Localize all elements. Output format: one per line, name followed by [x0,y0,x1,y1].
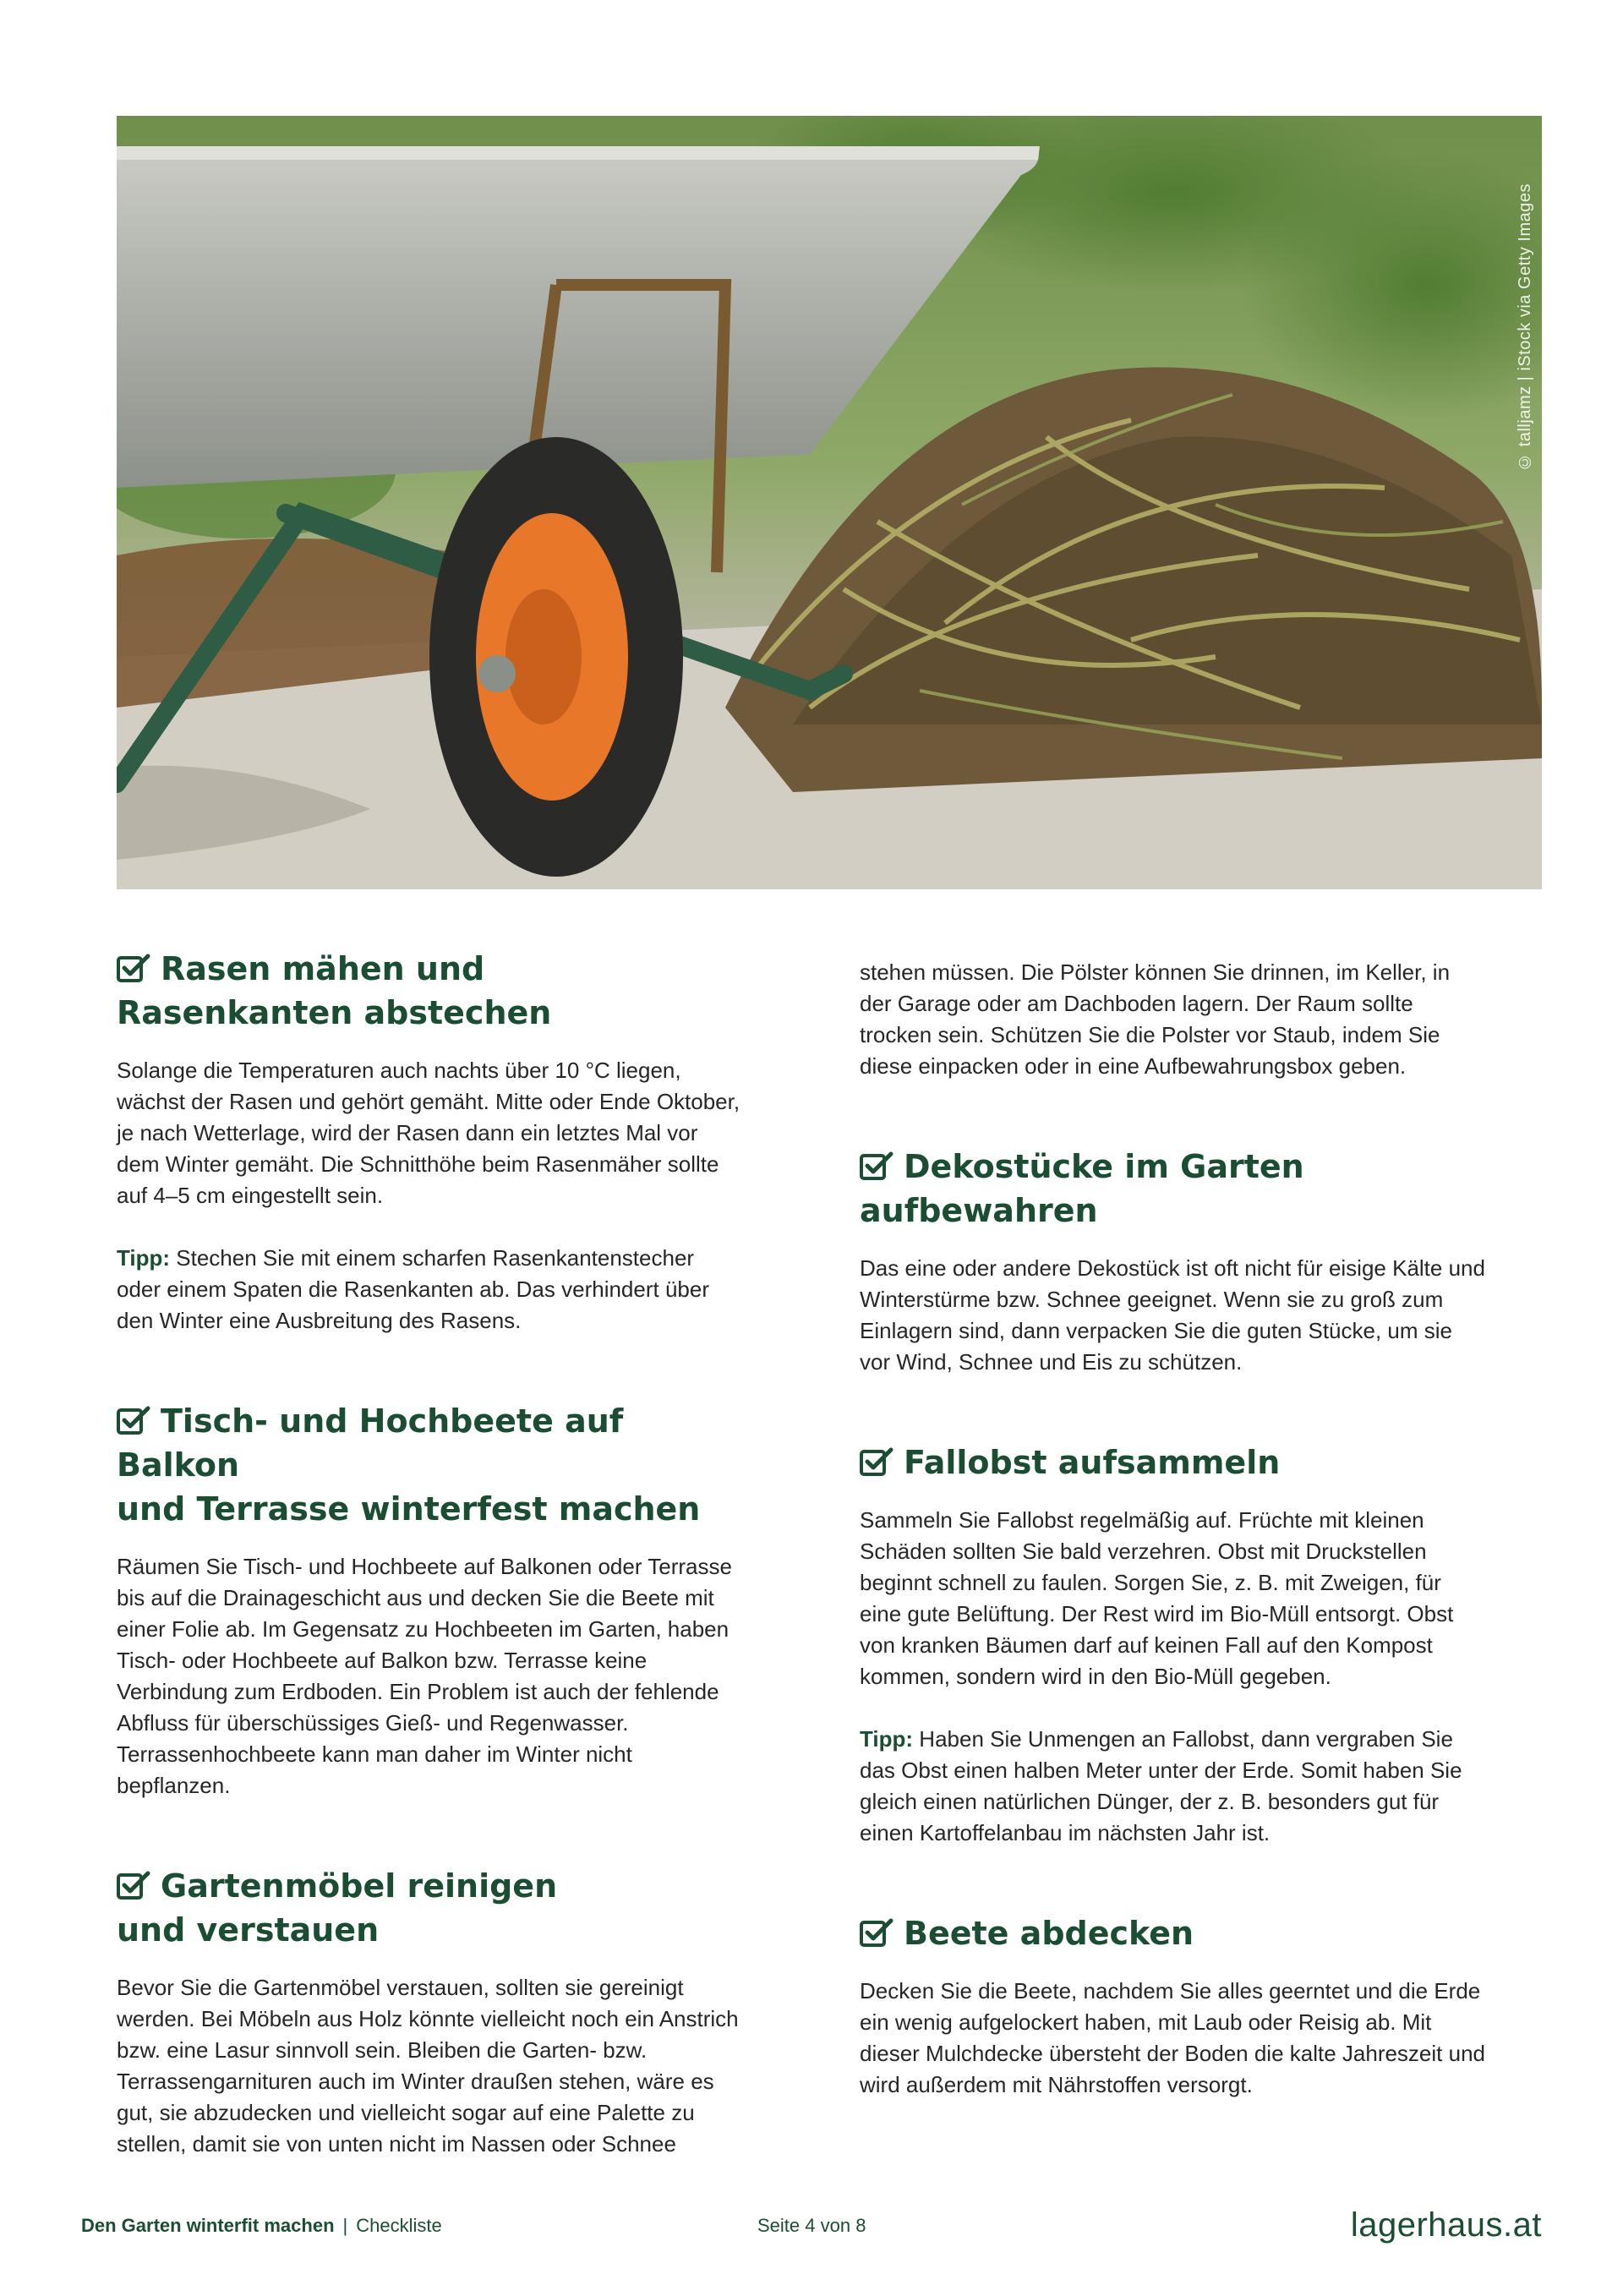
section-title-line2: Rasenkanten abstechen [117,994,552,1031]
continuation-text: stehen müssen. Die Pölster können Sie drinnen, im Keller, in der Garage oder am Dachboden lagern. Der Raum sollte trocken sein. Schützen Sie die Polster vor Staub, indem Sie diese einpacken oder in eine Aufbewahrungsbox geben. [860,959,1451,1079]
section-title [860,1145,1485,1233]
section-title [117,1399,742,1531]
checkbox-check-icon [117,954,150,982]
section-rasen [117,947,742,1337]
section-title [117,947,742,1035]
section-body: Sammeln Sie Fallobst regelmäßig auf. Früchte mit kleinen Schäden sollten Sie bald verzehren. Obst mit Druckstellen beginnt schnell zu faulen. Sorgen Sie, z. B. mit Zweigen, für eine gute Belüftung. Der Rest wird im Bio-Müll entsorgt. Obst von kranken Bäumen darf auf keinen Fall auf den Kompost kommen, sondern wird in den Bio-Müll gegeben. [860,1507,1454,1689]
section-title-text: Fallobst aufsammeln [904,1444,1281,1481]
section-body: Decken Sie die Beete, nachdem Sie alles geerntet und die Erde ein wenig aufgelockert haben, mit Laub oder Reisig ab. Mit dieser Mulchdecke übersteht der Boden die kalte Jahreszeit und wird außerdem mit Nährstoffen versorgt. [860,1978,1485,2097]
section-title-text: Dekostücke im Garten aufbewahren [860,1148,1304,1229]
checkbox-check-icon [117,1406,150,1435]
page-footer [81,2208,1542,2242]
section-title-line1: Tisch- und Hochbeete auf Balkon [117,1402,624,1484]
checkbox-check-icon [860,1918,893,1947]
footer-doc-info [81,2215,442,2237]
brand-logo[interactable]: lagerhaus.at [1350,2206,1542,2244]
footer-doc-type: Checkliste [356,2215,442,2236]
left-column [117,947,742,2222]
photo-credit: © talljamz | iStock via Getty Images [1516,183,1534,471]
section-fallobst [860,1440,1485,1849]
section-title-line1: Rasen mähen und [161,950,485,987]
hero-photo [117,116,1542,889]
section-title [860,1911,1485,1955]
section-body: Das eine oder andere Dekostück ist oft nicht für eisige Kälte und Winterstürme bzw. Schnee geeignet. Wenn sie zu groß zum Einlagern sind, dann verpacken Sie die guten Stücke, um sie vor Wind, Schnee und Eis zu schützen. [860,1255,1485,1375]
tip-label: Tipp: [117,1245,171,1271]
section-body: Bevor Sie die Gartenmöbel verstauen, sollten sie gereinigt werden. Bei Möbeln aus Holz könnte vielleicht noch ein Anstrich bzw. eine Lasur sinnvoll sein. Bleiben die Garten- bzw. Terrassengarnituren auch im Winter draußen stehen, wäre es gut, sie abzudecken und vielleicht sogar auf eine Palette zu stellen, damit sie von unten nicht im Nassen oder Schnee [117,1975,739,2157]
tip-text: Haben Sie Unmengen an Fallobst, dann vergraben Sie das Obst einen halben Meter unter der Erde. Somit haben Sie gleich einen natürlichen Dünger, der z. B. besonders gut für einen Kartoffelanbau im nächsten Jahr ist. [860,1726,1462,1845]
section-beete [860,1911,1485,2101]
section-hochbeete [117,1399,742,1801]
tip-label: Tipp: [860,1726,914,1752]
section-title-text: Beete abdecken [904,1915,1194,1952]
section-title [117,1864,742,1952]
wheelbarrow-illustration [117,116,1542,889]
section-title-line2: und verstauen [117,1911,380,1949]
section-dekostuecke [860,1145,1485,1378]
right-column [860,947,1485,2163]
footer-doc-title: Den Garten winterfit machen [81,2215,335,2236]
checkbox-check-icon [860,1151,893,1180]
section-title-line1: Gartenmöbel reinigen [161,1867,558,1905]
tip-paragraph [117,1243,742,1337]
section-body: Räumen Sie Tisch- und Hochbeete auf Balkonen oder Terrasse bis auf die Drainageschicht aus und decken Sie die Beete mit einer Folie ab. Im Gegensatz zu Hochbeeten im Garten, haben Tisch- oder Hochbeete auf Balkon bzw. Terrasse keine Verbindung zum Erdboden. Ein Problem ist auch der fehlende Abfluss für überschüssiges Gieß- und Regenwasser. Terrassenhochbeete kann man daher im Winter nicht bepflanzen. [117,1554,732,1798]
section-title-line2: und Terrasse winterfest machen [117,1490,701,1528]
section-body: Solange die Temperaturen auch nachts über 10 °C liegen, wächst der Rasen und gehört gemäht. Mitte oder Ende Oktober, je nach Wetterlage, wird der Rasen dann ein letztes Mal vor dem Winter gemäht. Die Schnitthöhe beim Rasenmäher sollte auf 4–5 cm eingestellt sein. [117,1058,740,1208]
tip-text: Stechen Sie mit einem scharfen Rasenkantenstecher oder einem Spaten die Rasenkanten ab. Das verhindert über den Winter eine Ausbreitung des Rasens. [117,1245,709,1333]
tip-paragraph [860,1724,1485,1849]
checkbox-check-icon [860,1447,893,1476]
section-continuation [860,947,1485,1082]
checkbox-check-icon [117,1871,150,1900]
footer-page-number: Seite 4 von 8 [757,2215,866,2236]
section-gartenmoebel [117,1864,742,2160]
footer-separator: | [342,2215,348,2236]
section-title [860,1440,1485,1484]
